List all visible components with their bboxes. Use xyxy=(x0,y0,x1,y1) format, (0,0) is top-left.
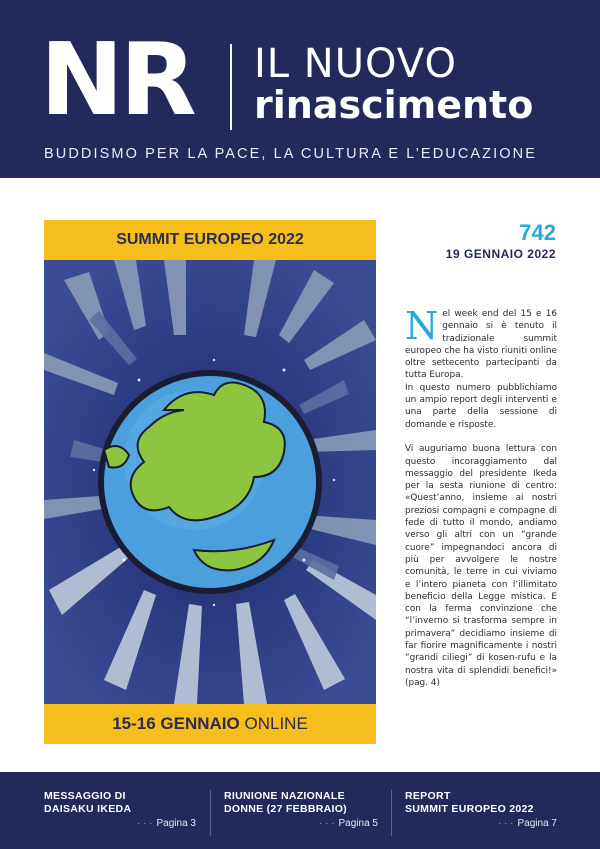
editorial-text xyxy=(405,304,557,702)
magazine-title-line2: rinascimento xyxy=(254,83,534,127)
cover-bottom-banner xyxy=(44,704,376,744)
cover-bottom-online: ONLINE xyxy=(244,714,308,733)
cover-top-banner: SUMMIT EUROPEO 2022 xyxy=(44,220,376,260)
footer-page-1: · · · Pagina 3 xyxy=(136,818,196,829)
footer-page-2: · · · Pagina 5 xyxy=(318,818,378,829)
magazine-title-line1: IL NUOVO xyxy=(254,41,457,87)
footer-page-3: · · · Pagina 7 xyxy=(497,818,557,829)
footer-title-3: REPORT SUMMIT EUROPEO 2022 xyxy=(405,790,534,815)
footer xyxy=(0,772,600,849)
logo-mark: NR xyxy=(40,21,193,138)
dropcap: N xyxy=(405,304,439,348)
cover-bottom-date: 15-16 GENNAIO xyxy=(112,714,240,733)
cover-image xyxy=(44,220,376,744)
footer-link-message[interactable] xyxy=(44,790,196,836)
tagline: BUDDISMO PER LA PACE, LA CULTURA E L’EDUCAZIONE xyxy=(44,146,537,162)
footer-divider xyxy=(391,790,392,836)
footer-title-1: MESSAGGIO DI DAISAKU IKEDA xyxy=(44,790,132,815)
paragraph-1-text: el week end del 15 e 16 gennaio si è tenuto il tradizionale summit europeo che ha visto riuniti online oltre settecento partecipanti da tutta Europa. xyxy=(405,309,557,381)
issue-number: 742 xyxy=(519,220,556,245)
footer-link-meeting[interactable] xyxy=(224,790,378,836)
footer-divider xyxy=(210,790,211,836)
masthead xyxy=(0,0,600,178)
earth-hands-illustration xyxy=(44,260,376,704)
paragraph-2-text: In questo numero pubblichiamo un ampio report degli interventi e una parte della sessione di domande e risposte. xyxy=(405,382,557,430)
footer-link-report[interactable] xyxy=(405,790,557,836)
paragraph-3: Vi auguriamo buona lettura con questo incoraggiamento dal messaggio del presidente Ikeda per la sesta riunione di centro: «Quest’anno, insieme ai nostri preziosi compagni e compagne di fede di tutto il mondo, andiamo verso gli altri con un “grande cuore” impegnandoci ancora di più per avvolgere le nostre comunità, le terre in cui viviamo e l’intero pianeta con l’illimitato beneficio della Legge mistica. E con la ferma convinzione che “l’inverno si trasforma sempre in primavera” decidiamo insieme di far fiorire magnificamente i nostri “grandi ciliegi” di kosen-rufu e la nostra vita di splendidi benefici!» (pag. 4) xyxy=(405,444,557,688)
footer-title-2: RIUNIONE NAZIONALE DONNE (27 FEBBRAIO) xyxy=(224,790,347,815)
paragraph-1 xyxy=(405,304,557,431)
earth-globe xyxy=(98,370,322,594)
issue-date: 19 GENNAIO 2022 xyxy=(445,247,556,261)
logo-divider xyxy=(230,44,232,130)
